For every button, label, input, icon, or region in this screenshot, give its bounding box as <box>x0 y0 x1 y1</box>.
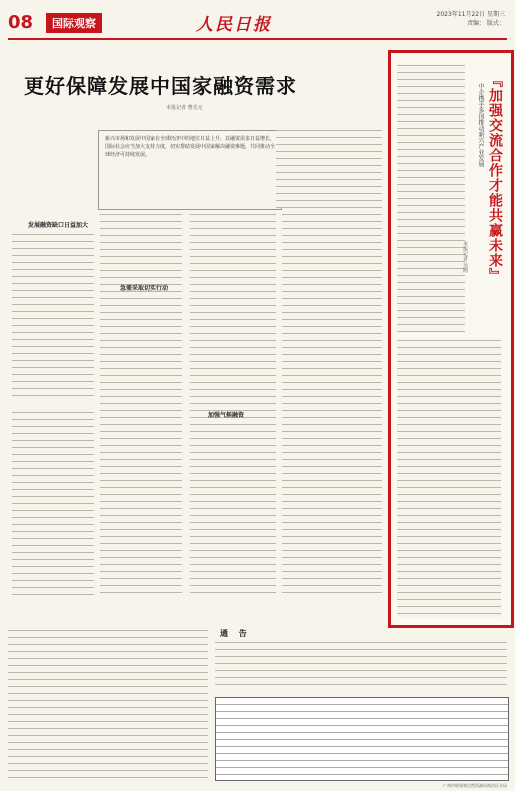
sidebar-text-top <box>397 63 465 333</box>
byline: 本报记者 曹竞元 <box>166 105 203 111</box>
subhead-2: 急需采取切实行动 <box>120 285 169 292</box>
sidebar-title: 『加强交流合作才能共赢未来』 <box>487 73 503 283</box>
sidebar-text-bottom <box>397 338 501 618</box>
notice-left-text <box>8 628 208 778</box>
article-column-1 <box>12 232 94 402</box>
article-column-1-bottom <box>12 410 94 597</box>
article-column-3 <box>190 212 276 597</box>
table-row <box>216 705 508 712</box>
masthead <box>8 8 507 40</box>
article-column-4 <box>282 212 382 597</box>
section-label: 国际观察 <box>46 13 102 33</box>
table-row <box>216 754 508 761</box>
sidebar-author: 本报记者 吴刚 <box>462 241 468 273</box>
table-row <box>216 768 508 775</box>
headline: 更好保障发展中国家融资需求 <box>24 74 297 98</box>
notice-title: 通 告 <box>220 629 251 638</box>
editor-line: 责编： 版式： <box>467 20 505 27</box>
issue-date: 2023年11月22日 星期三 <box>436 11 505 18</box>
subhead-1: 发展融资缺口日益加大 <box>28 222 89 229</box>
table-row <box>216 712 508 719</box>
newspaper-logo: 人民日报 <box>196 15 272 35</box>
table-row <box>216 740 508 747</box>
article-summary: 新兴市场和发展中国家在全球经济中的地位日益上升，其融资需求日益增长，国际社会应当加大支持力度，切实帮助发展中国家解决融资难题，共同推动全球经济可持续发展。 <box>98 130 282 210</box>
notice-table <box>215 697 509 781</box>
table-row <box>216 726 508 733</box>
table-row <box>216 747 508 754</box>
article-column-right-top <box>276 128 382 208</box>
notice-right-text <box>215 640 507 690</box>
table-row <box>216 733 508 740</box>
table-row <box>216 761 508 768</box>
article-column-2 <box>100 212 182 597</box>
sidebar-article <box>388 50 514 628</box>
footer-credit: 广州市规划和自然资源局南沙区分局 <box>443 783 507 788</box>
page-number: 08 <box>8 12 34 33</box>
subhead-3: 加强气候融资 <box>208 412 245 419</box>
date-block <box>437 10 505 28</box>
table-row <box>216 719 508 726</box>
table-row <box>216 698 508 705</box>
sidebar-subtitle: 中企携手多国推动新兴产业发展 <box>477 83 484 167</box>
